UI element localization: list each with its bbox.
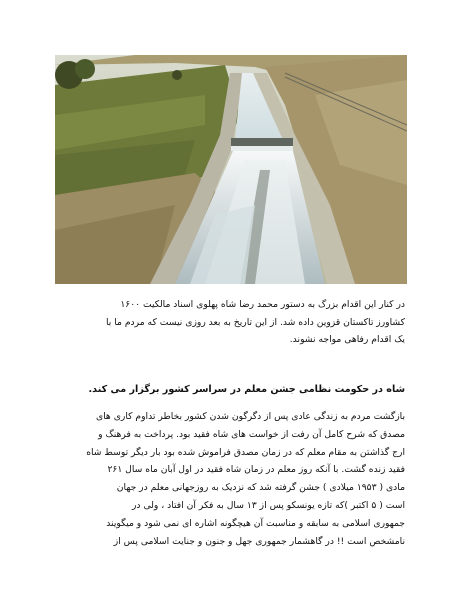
text-line: ارج گذاشتن به مقام معلم که در زمان مصدق فراموش شده بود بار دیگر توسط شاه — [86, 446, 405, 458]
text-line: بازگشت مردم به زندگی عادی پس از دگرگون شدن کشور بخاطر تداوم کاری های — [95, 411, 405, 422]
text-line: جمهوری اسلامی به سابقه و مناسبت آن هیچگونه اشاره ای نمی شود و میگویند — [106, 517, 405, 529]
paragraph-teacher-day — [57, 408, 405, 550]
paragraph-land-deeds — [57, 296, 405, 349]
text-line: فقید زنده گشت. با آنکه روز معلم در زمان شاه فقید در اول آبان ماه سال ۲۶۱ — [107, 464, 405, 476]
section-heading: شاه در حکومت نظامی جشن معلم در سراسر کشور برگزار می کند. — [88, 384, 405, 395]
text-line: است ( ۵ اکتبر )که تازه یونسکو پس از ۱۳ سال به فکر آن افتاد ، ولی در — [132, 499, 405, 511]
text-line: کشاورز تاکستان قزوین داده شد. از این تاریخ به بعد روزی نیست که مردم ما با — [105, 316, 405, 328]
text-line: در کنار این اقدام بزرگ به دستور محمد رضا شاه پهلوی اسناد مالکیت ۱۶۰۰ — [120, 299, 405, 310]
dam-spillway-photo — [55, 55, 407, 284]
text-line: مصدق که شرح کامل آن رفت از خواست های شاه فقید بود. پرداخت به فرهنگ و — [98, 428, 405, 440]
text-line: نامشخص است !! در گاهشمار جمهوری جهل و جنون و جنایت اسلامی پس از — [113, 535, 405, 547]
text-line: یک اقدام رفاهی مواجه نشوند. — [289, 334, 405, 345]
text-line: مادی ( ۱۹۵۳ میلادی ) جشن گرفته شد که نزدیک به روزجهانی معلم در جهان — [116, 482, 405, 494]
